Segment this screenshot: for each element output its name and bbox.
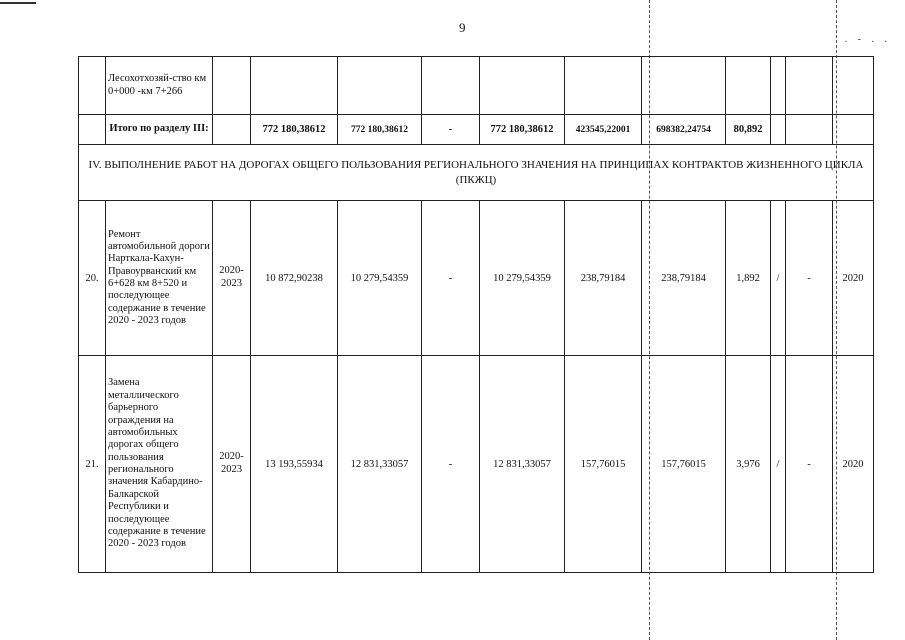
- empty-cell: [480, 57, 565, 115]
- value-cell: 1,892: [726, 201, 771, 356]
- total-label: Итого по разделу III:: [106, 115, 213, 145]
- value-cell: 12 831,33057: [338, 356, 422, 573]
- num-cell: [79, 115, 106, 145]
- value-cell: 157,76015: [565, 356, 642, 573]
- project-name-cell: Замена металлического барьерного ограждения на автомобильных дорогах общего пользования регионального значения Кабардино-Балкарской Республики и последующее содержание в течение 2020 - 2023 годов: [106, 356, 213, 573]
- value-cell: /: [771, 356, 786, 573]
- section-title: IV. ВЫПОЛНЕНИЕ РАБОТ НА ДОРОГАХ ОБЩЕГО ПОЛЬЗОВАНИЯ РЕГИОНАЛЬНОГО ЗНАЧЕНИЯ НА ПРИНЦИПАХ КОНТРАКТОВ ЖИЗНЕННОГО ЦИКЛА (ПКЖЦ): [79, 145, 874, 201]
- table-row: [79, 57, 874, 115]
- empty-cell: [786, 115, 833, 145]
- value-cell: 3,976: [726, 356, 771, 573]
- value-cell: 157,76015: [642, 356, 726, 573]
- empty-cell: [213, 115, 251, 145]
- row-number: 21.: [79, 356, 106, 573]
- empty-cell: [726, 57, 771, 115]
- empty-cell: [565, 57, 642, 115]
- total-cost-cell: 772 180,38612: [251, 115, 338, 145]
- empty-cell: [251, 57, 338, 115]
- year-cell: 2020: [833, 201, 874, 356]
- budget-table: [78, 56, 874, 573]
- value-cell: 12 831,33057: [480, 356, 565, 573]
- value-cell: -: [786, 201, 833, 356]
- value-cell: -: [422, 115, 480, 145]
- value-cell: 80,892: [726, 115, 771, 145]
- value-cell: 698382,24754: [642, 115, 726, 145]
- table-row: [79, 356, 874, 573]
- section-header-row: [79, 145, 874, 201]
- project-name-cell: Лесохотхозяй-ство км 0+000 -км 7+266: [106, 57, 213, 115]
- value-cell: -: [422, 201, 480, 356]
- table-row: [79, 201, 874, 356]
- value-cell: /: [771, 201, 786, 356]
- empty-cell: [422, 57, 480, 115]
- project-name-cell: Ремонт автомобильной дороги Нарткала-Кахун-Правоурванский км 6+628 км 8+520 и последующее содержание в течение 2020 - 2023 годов: [106, 201, 213, 356]
- value-cell: 772 180,38612: [338, 115, 422, 145]
- page-number: 9: [459, 20, 466, 35]
- value-cell: 423545,22001: [565, 115, 642, 145]
- empty-cell: [771, 57, 786, 115]
- total-cost-cell: 13 193,55934: [251, 356, 338, 573]
- value-cell: 10 279,54359: [480, 201, 565, 356]
- value-cell: 238,79184: [642, 201, 726, 356]
- value-cell: -: [786, 356, 833, 573]
- value-cell: -: [422, 356, 480, 573]
- value-cell: 238,79184: [565, 201, 642, 356]
- years-cell: 2020-2023: [213, 201, 251, 356]
- corner-mark: [0, 0, 36, 4]
- empty-cell: [833, 57, 874, 115]
- total-cost-cell: 10 872,90238: [251, 201, 338, 356]
- num-cell: [79, 57, 106, 115]
- empty-cell: [338, 57, 422, 115]
- empty-cell: [771, 115, 786, 145]
- row-number: 20.: [79, 201, 106, 356]
- empty-cell: [642, 57, 726, 115]
- value-cell: 772 180,38612: [480, 115, 565, 145]
- years-cell: 2020-2023: [213, 356, 251, 573]
- empty-cell: [833, 115, 874, 145]
- value-cell: 10 279,54359: [338, 201, 422, 356]
- empty-cell: [213, 57, 251, 115]
- total-row: [79, 115, 874, 145]
- year-cell: 2020: [833, 356, 874, 573]
- scan-marks: . - . .: [844, 34, 891, 45]
- empty-cell: [786, 57, 833, 115]
